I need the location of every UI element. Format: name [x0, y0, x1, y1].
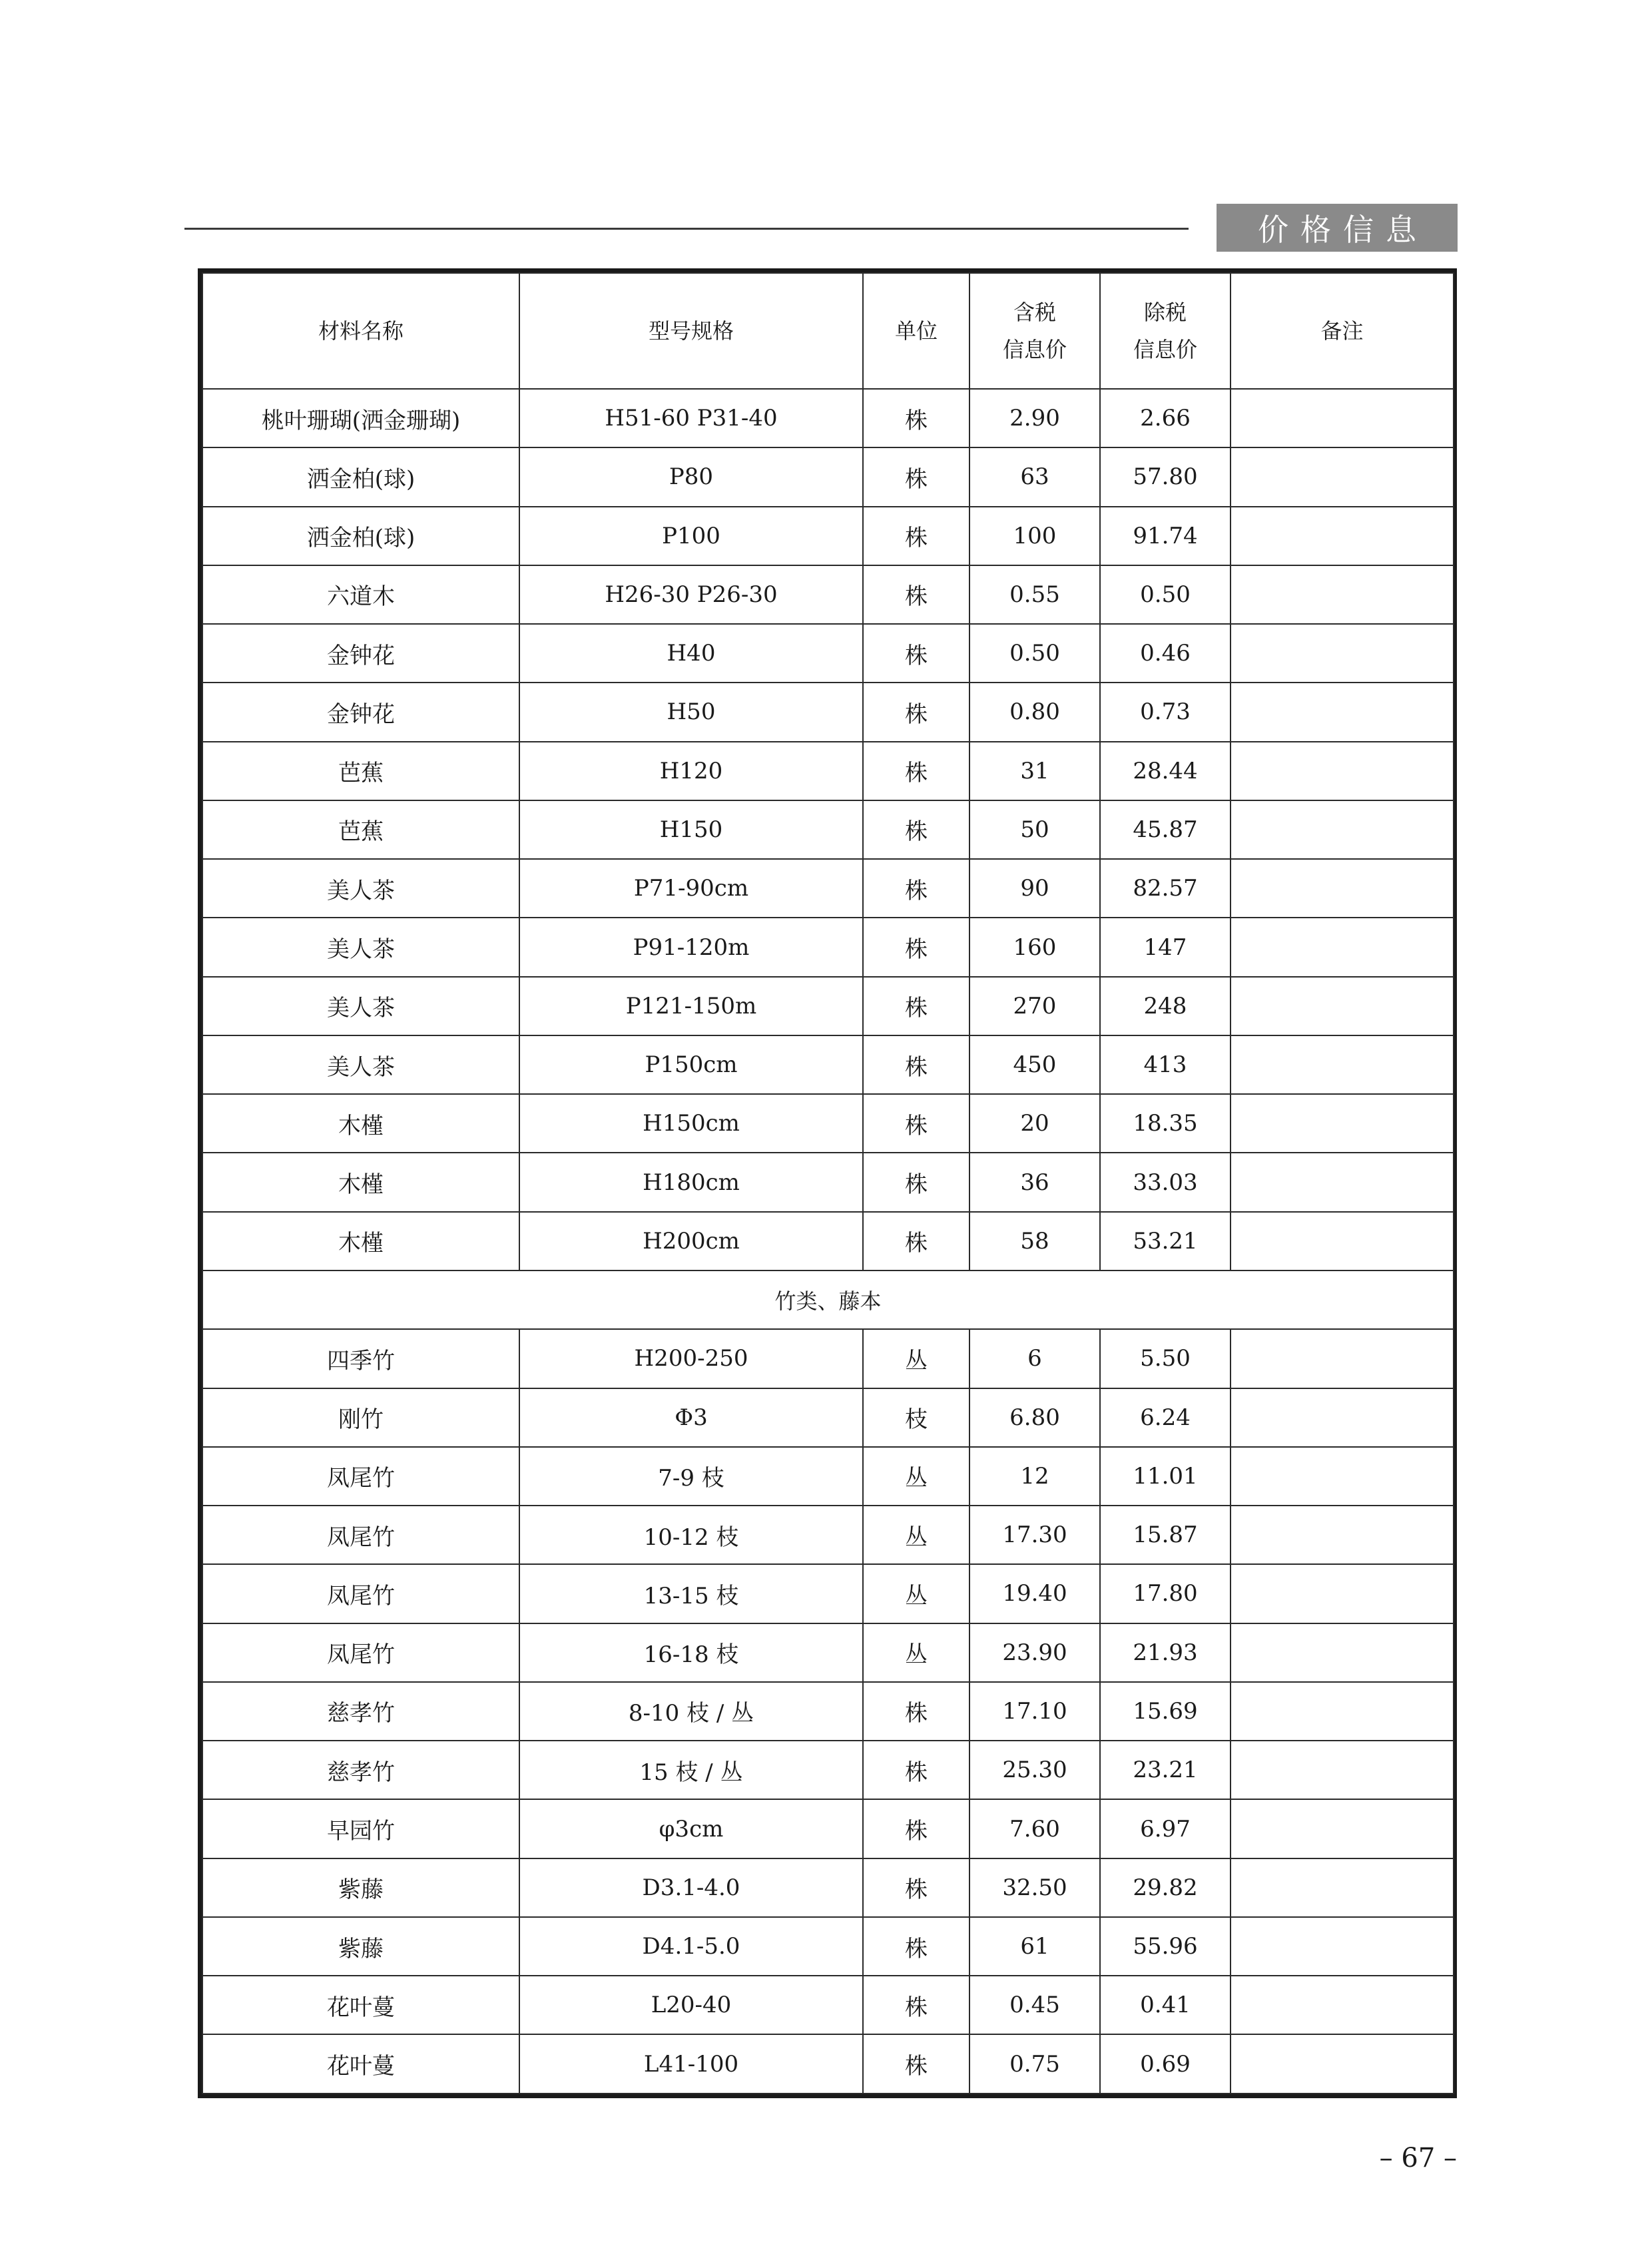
- cell-name: 紫藤: [202, 1917, 519, 1976]
- cell-tax-excl: 57.80: [1100, 447, 1231, 506]
- cell-name: 木槿: [202, 1094, 519, 1153]
- column-header-tax-incl-line2: 信息价: [1002, 337, 1067, 362]
- cell-remark: [1231, 683, 1454, 741]
- cell-tax-incl: 23.90: [969, 1623, 1100, 1682]
- cell-remark: [1231, 1917, 1454, 1976]
- cell-name: 芭蕉: [202, 800, 519, 859]
- cell-tax-incl: 0.75: [969, 2034, 1100, 2094]
- cell-remark: [1231, 1564, 1454, 1623]
- cell-tax-excl: 6.24: [1100, 1388, 1231, 1447]
- table-row: [202, 1799, 1454, 1858]
- cell-tax-incl: 20: [969, 1094, 1100, 1153]
- table-row: [202, 1329, 1454, 1388]
- cell-unit: 丛: [863, 1506, 969, 1564]
- column-header-tax-excl: [1100, 273, 1231, 389]
- cell-unit: 株: [863, 742, 969, 800]
- table-row: [202, 1682, 1454, 1741]
- column-header-unit: 单位: [863, 273, 969, 389]
- cell-tax-excl: 15.69: [1100, 1682, 1231, 1741]
- cell-tax-excl: 0.69: [1100, 2034, 1231, 2094]
- cell-tax-incl: 2.90: [969, 389, 1100, 447]
- cell-tax-incl: 17.30: [969, 1506, 1100, 1564]
- cell-unit: 株: [863, 1094, 969, 1153]
- cell-tax-incl: 50: [969, 800, 1100, 859]
- cell-tax-excl: 0.50: [1100, 565, 1231, 624]
- cell-name: 芭蕉: [202, 742, 519, 800]
- cell-tax-incl: 0.45: [969, 1976, 1100, 2034]
- cell-remark: [1231, 1094, 1454, 1153]
- column-header-tax-excl-line2: 信息价: [1133, 337, 1197, 362]
- cell-spec: D4.1-5.0: [519, 1917, 863, 1976]
- cell-name: 四季竹: [202, 1329, 519, 1388]
- cell-spec: H150cm: [519, 1094, 863, 1153]
- section-row: [202, 1270, 1454, 1329]
- cell-remark: [1231, 1035, 1454, 1094]
- cell-tax-excl: 53.21: [1100, 1212, 1231, 1270]
- cell-tax-excl: 5.50: [1100, 1329, 1231, 1388]
- column-header-tax-incl-line1: 含税: [1013, 300, 1056, 325]
- cell-remark: [1231, 1682, 1454, 1741]
- cell-unit: 丛: [863, 1329, 969, 1388]
- cell-tax-excl: 0.73: [1100, 683, 1231, 741]
- cell-spec: 8-10 枝 / 丛: [519, 1682, 863, 1741]
- cell-tax-excl: 91.74: [1100, 507, 1231, 565]
- cell-tax-incl: 90: [969, 859, 1100, 918]
- table-row: [202, 1858, 1454, 1917]
- cell-remark: [1231, 447, 1454, 506]
- table-row: [202, 977, 1454, 1035]
- cell-name: 洒金柏(球): [202, 447, 519, 506]
- table-row: [202, 389, 1454, 447]
- cell-spec: P121-150m: [519, 977, 863, 1035]
- cell-remark: [1231, 1447, 1454, 1506]
- cell-remark: [1231, 1212, 1454, 1270]
- cell-tax-excl: 0.41: [1100, 1976, 1231, 2034]
- cell-tax-incl: 450: [969, 1035, 1100, 1094]
- cell-tax-incl: 19.40: [969, 1564, 1100, 1623]
- cell-name: 金钟花: [202, 683, 519, 741]
- cell-name: 木槿: [202, 1153, 519, 1211]
- cell-tax-excl: 11.01: [1100, 1447, 1231, 1506]
- cell-remark: [1231, 1623, 1454, 1682]
- cell-unit: 株: [863, 918, 969, 976]
- cell-tax-excl: 23.21: [1100, 1741, 1231, 1799]
- cell-spec: 15 枝 / 丛: [519, 1741, 863, 1799]
- cell-tax-excl: 18.35: [1100, 1094, 1231, 1153]
- table-row: [202, 1153, 1454, 1211]
- cell-tax-excl: 147: [1100, 918, 1231, 976]
- table-row: [202, 1094, 1454, 1153]
- cell-unit: 株: [863, 1799, 969, 1858]
- cell-spec: P91-120m: [519, 918, 863, 976]
- cell-name: 花叶蔓: [202, 2034, 519, 2094]
- cell-remark: [1231, 2034, 1454, 2094]
- cell-spec: 10-12 枝: [519, 1506, 863, 1564]
- table-row: [202, 1741, 1454, 1799]
- cell-tax-excl: 82.57: [1100, 859, 1231, 918]
- cell-tax-incl: 0.50: [969, 624, 1100, 683]
- column-header-name: 材料名称: [202, 273, 519, 389]
- cell-name: 慈孝竹: [202, 1741, 519, 1799]
- table-row: [202, 1564, 1454, 1623]
- cell-name: 凤尾竹: [202, 1506, 519, 1564]
- cell-spec: H40: [519, 624, 863, 683]
- cell-remark: [1231, 507, 1454, 565]
- cell-remark: [1231, 1976, 1454, 2034]
- cell-tax-incl: 270: [969, 977, 1100, 1035]
- cell-tax-incl: 100: [969, 507, 1100, 565]
- table-row: [202, 624, 1454, 683]
- table-row: [202, 1506, 1454, 1564]
- cell-tax-incl: 36: [969, 1153, 1100, 1211]
- cell-spec: L41-100: [519, 2034, 863, 2094]
- cell-unit: 株: [863, 565, 969, 624]
- column-header-remark: 备注: [1231, 273, 1454, 389]
- table-row: [202, 1212, 1454, 1270]
- cell-unit: 株: [863, 1917, 969, 1976]
- cell-spec: H150: [519, 800, 863, 859]
- cell-unit: 株: [863, 624, 969, 683]
- cell-unit: 株: [863, 800, 969, 859]
- cell-name: 美人茶: [202, 859, 519, 918]
- cell-name: 美人茶: [202, 1035, 519, 1094]
- cell-spec: H26-30 P26-30: [519, 565, 863, 624]
- cell-spec: L20-40: [519, 1976, 863, 2034]
- cell-name: 洒金柏(球): [202, 507, 519, 565]
- cell-name: 凤尾竹: [202, 1564, 519, 1623]
- cell-tax-incl: 160: [969, 918, 1100, 976]
- cell-tax-excl: 28.44: [1100, 742, 1231, 800]
- cell-tax-incl: 7.60: [969, 1799, 1100, 1858]
- cell-tax-excl: 413: [1100, 1035, 1231, 1094]
- cell-remark: [1231, 800, 1454, 859]
- cell-spec: H200-250: [519, 1329, 863, 1388]
- cell-tax-incl: 63: [969, 447, 1100, 506]
- table-row: [202, 2034, 1454, 2094]
- column-header-tax-excl-line1: 除税: [1143, 300, 1187, 325]
- cell-unit: 株: [863, 447, 969, 506]
- table-row: [202, 1447, 1454, 1506]
- cell-name: 慈孝竹: [202, 1682, 519, 1741]
- cell-tax-incl: 17.10: [969, 1682, 1100, 1741]
- table-row: [202, 800, 1454, 859]
- cell-name: 凤尾竹: [202, 1447, 519, 1506]
- cell-name: 刚竹: [202, 1388, 519, 1447]
- table-row: [202, 1976, 1454, 2034]
- cell-spec: P150cm: [519, 1035, 863, 1094]
- cell-remark: [1231, 977, 1454, 1035]
- cell-spec: D3.1-4.0: [519, 1858, 863, 1917]
- cell-name: 花叶蔓: [202, 1976, 519, 2034]
- table-row: [202, 507, 1454, 565]
- section-heading: 竹类、藤本: [202, 1270, 1454, 1329]
- cell-name: 六道木: [202, 565, 519, 624]
- cell-unit: 株: [863, 1858, 969, 1917]
- cell-tax-incl: 12: [969, 1447, 1100, 1506]
- cell-remark: [1231, 1153, 1454, 1211]
- cell-tax-excl: 17.80: [1100, 1564, 1231, 1623]
- cell-tax-excl: 21.93: [1100, 1623, 1231, 1682]
- cell-remark: [1231, 1329, 1454, 1388]
- cell-remark: [1231, 1506, 1454, 1564]
- cell-unit: 株: [863, 389, 969, 447]
- cell-name: 桃叶珊瑚(洒金珊瑚): [202, 389, 519, 447]
- cell-name: 美人茶: [202, 918, 519, 976]
- price-table-frame: [198, 268, 1457, 2098]
- cell-spec: 13-15 枝: [519, 1564, 863, 1623]
- cell-remark: [1231, 859, 1454, 918]
- table-row: [202, 447, 1454, 506]
- cell-name: 木槿: [202, 1212, 519, 1270]
- cell-tax-excl: 33.03: [1100, 1153, 1231, 1211]
- table-row: [202, 1388, 1454, 1447]
- cell-tax-excl: 15.87: [1100, 1506, 1231, 1564]
- cell-remark: [1231, 1388, 1454, 1447]
- cell-remark: [1231, 918, 1454, 976]
- table-row: [202, 742, 1454, 800]
- cell-unit: 株: [863, 859, 969, 918]
- cell-tax-incl: 58: [969, 1212, 1100, 1270]
- page-number: – 67 –: [1379, 2143, 1457, 2173]
- cell-unit: 株: [863, 2034, 969, 2094]
- cell-spec: H180cm: [519, 1153, 863, 1211]
- cell-unit: 株: [863, 1212, 969, 1270]
- table-body: [202, 389, 1454, 2094]
- cell-spec: 7-9 枝: [519, 1447, 863, 1506]
- cell-remark: [1231, 742, 1454, 800]
- column-header-tax-incl: [969, 273, 1100, 389]
- cell-remark: [1231, 565, 1454, 624]
- column-header-spec: 型号规格: [519, 273, 863, 389]
- cell-spec: 16-18 枝: [519, 1623, 863, 1682]
- table-row: [202, 683, 1454, 741]
- cell-spec: H120: [519, 742, 863, 800]
- cell-unit: 枝: [863, 1388, 969, 1447]
- cell-unit: 丛: [863, 1623, 969, 1682]
- cell-tax-excl: 0.46: [1100, 624, 1231, 683]
- cell-tax-excl: 45.87: [1100, 800, 1231, 859]
- cell-spec: H50: [519, 683, 863, 741]
- cell-tax-excl: 2.66: [1100, 389, 1231, 447]
- table-row: [202, 565, 1454, 624]
- cell-tax-excl: 6.97: [1100, 1799, 1231, 1858]
- cell-unit: 株: [863, 977, 969, 1035]
- cell-name: 凤尾竹: [202, 1623, 519, 1682]
- cell-spec: P80: [519, 447, 863, 506]
- table-row: [202, 1623, 1454, 1682]
- section-title: 价格信息: [1217, 204, 1458, 252]
- cell-spec: H200cm: [519, 1212, 863, 1270]
- cell-unit: 丛: [863, 1564, 969, 1623]
- cell-spec: P100: [519, 507, 863, 565]
- cell-remark: [1231, 1799, 1454, 1858]
- table-row: [202, 1035, 1454, 1094]
- cell-unit: 株: [863, 1153, 969, 1211]
- cell-tax-incl: 31: [969, 742, 1100, 800]
- cell-spec: Φ3: [519, 1388, 863, 1447]
- table-header-row: [202, 273, 1454, 389]
- cell-unit: 株: [863, 1682, 969, 1741]
- cell-tax-excl: 248: [1100, 977, 1231, 1035]
- cell-tax-incl: 0.80: [969, 683, 1100, 741]
- table-row: [202, 859, 1454, 918]
- cell-spec: φ3cm: [519, 1799, 863, 1858]
- cell-tax-incl: 0.55: [969, 565, 1100, 624]
- cell-tax-incl: 32.50: [969, 1858, 1100, 1917]
- cell-unit: 株: [863, 507, 969, 565]
- cell-remark: [1231, 389, 1454, 447]
- cell-tax-excl: 29.82: [1100, 1858, 1231, 1917]
- header-rule: [184, 228, 1189, 230]
- cell-tax-incl: 61: [969, 1917, 1100, 1976]
- cell-remark: [1231, 1858, 1454, 1917]
- cell-name: 紫藤: [202, 1858, 519, 1917]
- cell-name: 美人茶: [202, 977, 519, 1035]
- table-row: [202, 1917, 1454, 1976]
- cell-unit: 株: [863, 1976, 969, 2034]
- cell-name: 金钟花: [202, 624, 519, 683]
- price-table: [202, 272, 1454, 2094]
- table-row: [202, 918, 1454, 976]
- cell-unit: 株: [863, 1035, 969, 1094]
- cell-name: 早园竹: [202, 1799, 519, 1858]
- cell-remark: [1231, 1741, 1454, 1799]
- cell-unit: 丛: [863, 1447, 969, 1506]
- cell-tax-excl: 55.96: [1100, 1917, 1231, 1976]
- cell-spec: H51-60 P31-40: [519, 389, 863, 447]
- cell-spec: P71-90cm: [519, 859, 863, 918]
- cell-unit: 株: [863, 683, 969, 741]
- cell-tax-incl: 6.80: [969, 1388, 1100, 1447]
- cell-remark: [1231, 624, 1454, 683]
- cell-tax-incl: 25.30: [969, 1741, 1100, 1799]
- cell-unit: 株: [863, 1741, 969, 1799]
- cell-tax-incl: 6: [969, 1329, 1100, 1388]
